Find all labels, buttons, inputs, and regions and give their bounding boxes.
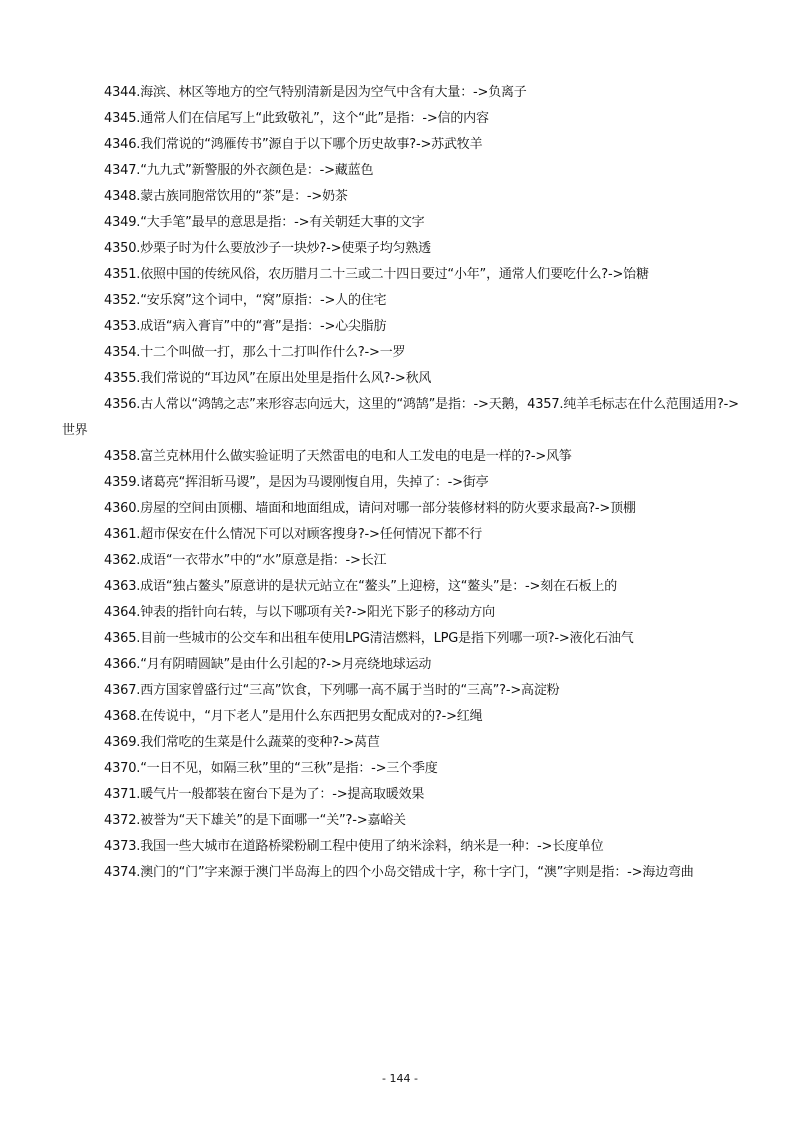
question-line-4369: 4369.我们常吃的生菜是什么蔬菜的变种?->莴苣 bbox=[104, 735, 380, 750]
question-line-4374: 4374.澳门的“门”字来源于澳门半岛海上的四个小岛交错成十字，称十字门，“澳”字则是指：->海边弯曲 bbox=[104, 865, 694, 880]
page-number: - 144 - bbox=[382, 1072, 418, 1085]
question-line-4373: 4373.我国一些大城市在道路桥梁粉刷工程中使用了纳米涂料，纳米是一种：->长度单位 bbox=[104, 839, 604, 854]
question-line-4371: 4371.暖气片一般都装在窗台下是为了：->提高取暖效果 bbox=[104, 787, 425, 802]
question-line-4355: 4355.我们常说的“耳边风”在原出处里是指什么风?->秋风 bbox=[104, 371, 432, 386]
question-line-4352: 4352.“安乐窝”这个词中，“窝”原指：->人的住宅 bbox=[104, 293, 387, 308]
question-line-4361: 4361.超市保安在什么情况下可以对顾客搜身?->任何情况下都不行 bbox=[104, 527, 483, 542]
question-line-4358: 4358.富兰克林用什么做实验证明了天然雷电的电和人工发电的电是一样的?->风筝 bbox=[104, 449, 572, 464]
question-line-4362: 4362.成语“一衣带水”中的“水”原意是指：->长江 bbox=[104, 553, 387, 568]
question-line-4367: 4367.西方国家曾盛行过“三高”饮食，下列哪一高不属于当时的“三高”?->高淀粉 bbox=[104, 683, 560, 698]
question-list bbox=[62, 80, 742, 886]
question-line-4350: 4350.炒栗子时为什么要放沙子一块炒?->使栗子均匀熟透 bbox=[104, 241, 431, 256]
question-line-4351: 4351.依照中国的传统风俗，农历腊月二十三或二十四日要过“小年”，通常人们要吃什么?->饴糖 bbox=[104, 267, 649, 282]
question-line-4359: 4359.诸葛亮“挥泪斩马谡”，是因为马谡刚愎自用，失掉了：->街亭 bbox=[104, 475, 489, 490]
question-line-4353: 4353.成语“病入膏肓”中的“膏”是指：->心尖脂肪 bbox=[104, 319, 387, 334]
question-line-4366: 4366.“月有阴晴圆缺”是由什么引起的?->月亮绕地球运动 bbox=[104, 657, 432, 672]
question-line-4370: 4370.“一日不见，如隔三秋”里的“三秋”是指：->三个季度 bbox=[104, 761, 438, 776]
question-line-4354: 4354.十二个叫做一打，那么十二打叫作什么?->一罗 bbox=[104, 345, 406, 360]
question-line-4344: 4344.海滨、林区等地方的空气特别清新是因为空气中含有大量：->负离子 bbox=[104, 85, 527, 100]
question-line-4363: 4363.成语“独占鳌头”原意讲的是状元站立在“鳌头”上迎榜，这“鳌头”是：->刻在石板上的 bbox=[104, 579, 618, 594]
question-line-4347: 4347.“九九式”新警服的外衣颜色是：->藏蓝色 bbox=[104, 163, 374, 178]
question-line-4349: 4349.“大手笔”最早的意思是指：->有关朝廷大事的文字 bbox=[104, 215, 425, 230]
question-line-4365: 4365.目前一些城市的公交车和出租车使用LPG清洁燃料，LPG是指下列哪一项?->液化石油气 bbox=[104, 631, 634, 646]
question-line-4348: 4348.蒙古族同胞常饮用的“茶”是：->奶茶 bbox=[104, 189, 348, 204]
question-line-4372: 4372.被誉为“天下雄关”的是下面哪一“关”?->嘉峪关 bbox=[104, 813, 406, 828]
question-line-4368: 4368.在传说中，“月下老人”是用什么东西把男女配成对的?->红绳 bbox=[104, 709, 483, 724]
question-line-4356-4357: 4356.古人常以“鸿鹄之志”来形容志向远大，这里的“鸿鹄”是指：->天鹅，4357.纯羊毛标志在什么范围适用?->世界 bbox=[62, 397, 739, 438]
question-line-4345: 4345.通常人们在信尾写上“此致敬礼”，这个“此”是指：->信的内容 bbox=[104, 111, 489, 126]
question-line-4364: 4364.钟表的指针向右转，与以下哪项有关?->阳光下影子的移动方向 bbox=[104, 605, 495, 620]
question-line-4346: 4346.我们常说的“鸿雁传书”源自于以下哪个历史故事?->苏武牧羊 bbox=[104, 137, 483, 152]
question-line-4360: 4360.房屋的空间由顶棚、墙面和地面组成，请问对哪一部分装修材料的防火要求最高?->顶棚 bbox=[104, 501, 636, 516]
